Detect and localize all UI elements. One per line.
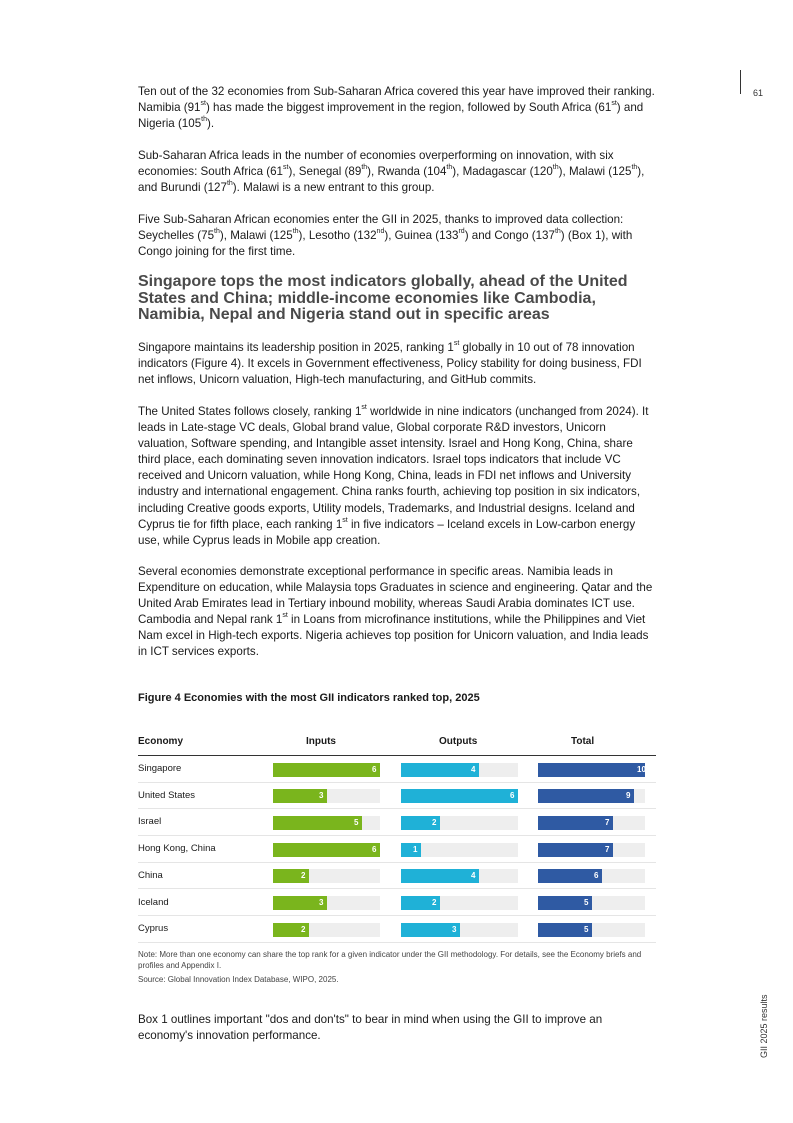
section-heading: Singapore tops the most indicators globally, ahead of the United States and China; middle-income economies like Cambodia, Namibia, Nepal and Nigeria stand out in specific areas — [138, 273, 628, 323]
row-divider — [138, 942, 656, 943]
ordinal-suffix: th — [631, 164, 638, 172]
bar-track-inputs — [273, 763, 380, 777]
ordinal-suffix: rd — [458, 228, 465, 236]
economy-label: United States — [138, 789, 196, 801]
bar-value-label: 2 — [301, 871, 306, 881]
ordinal-suffix: th — [226, 180, 233, 188]
bar-value-label: 6 — [372, 764, 377, 774]
bar-outputs — [401, 843, 421, 857]
bar-total — [538, 763, 645, 777]
running-footer-label: GII 2025 results — [759, 994, 769, 1058]
bar-value-label: 2 — [432, 817, 437, 827]
economy-label: Singapore — [138, 763, 182, 774]
bar-track-inputs — [273, 843, 380, 857]
bar-track-outputs — [401, 869, 518, 883]
bar-track-outputs — [401, 763, 518, 777]
bar-inputs — [273, 816, 362, 830]
table-row — [138, 836, 656, 863]
economy-label: Israel — [138, 816, 162, 828]
bar-value-label: 6 — [594, 871, 599, 881]
bar-value-label: 4 — [471, 764, 476, 774]
ordinal-suffix: th — [201, 116, 207, 124]
table-row — [138, 809, 656, 836]
bar-value-label: 10 — [637, 764, 646, 774]
paragraph-singapore: Singapore maintains its leadership position in 2025, ranking 1st globally in 10 out of 78 innovation indicators (Figure 4). It excels in Government effectiveness, Policy stability for doing business, FDI net inflows, Unicorn valuation, High-tech manufacturing, and GitHub commits. — [138, 340, 642, 387]
table-row — [138, 890, 656, 917]
bar-track-outputs — [401, 789, 518, 803]
column-header-total: Total — [571, 736, 595, 747]
bar-value-label: 7 — [605, 817, 610, 827]
paragraph-ssa-overperformers: Sub-Saharan Africa leads in the number of economies overperforming on innovation, with six economies: South Africa (61st), Senegal (89th), Rwanda (104th), Madagascar (120th), Malawi (125th), and Burundi (127th). Malawi is a new entrant to this group. — [138, 149, 645, 195]
bar-track-inputs — [273, 789, 380, 803]
ordinal-suffix: st — [361, 404, 367, 411]
figure-note: Note: More than one economy can share the top rank for a given indicator under the GII methodology. For details, see the Economy briefs and profiles and Appendix I. — [138, 950, 642, 970]
economy-label: Cyprus — [138, 923, 169, 935]
bar-value-label: 1 — [413, 844, 418, 854]
page-number: 61 — [753, 88, 764, 98]
paragraph-box-1: Box 1 outlines important "dos and don'ts" to bear in mind when using the GII to improve an economy's innovation performance. — [138, 1013, 603, 1043]
bar-track-outputs — [401, 923, 518, 937]
bar-outputs — [401, 789, 518, 803]
column-header-inputs: Inputs — [306, 736, 336, 747]
bar-value-label: 3 — [319, 898, 324, 907]
economy-label: China — [138, 869, 163, 881]
ordinal-suffix: nd — [376, 228, 385, 236]
figure-4-bar-table — [138, 732, 656, 942]
page-marker-rule — [740, 70, 741, 94]
paragraph-specific-areas: Several economies demonstrate exceptional performance in specific areas. Namibia leads in Expenditure on education, while Malaysia tops Graduates in science and engineering. Qatar and the United Arab Emirates lead in Tertiary inbound mobility, whereas Saudi Arabia dominates ICT use. Cambodia and Nepal rank 1st in Loans from microfinance institutions, while the Philippines and Viet Nam excel in High-tech exports. Nigeria achieves top position for Unicorn valuation, and India leads in ICT services exports. — [138, 565, 653, 659]
ordinal-suffix: th — [214, 228, 220, 236]
ordinal-suffix: st — [611, 100, 617, 108]
economy-label: Hong Kong, China — [138, 843, 216, 855]
bar-track-inputs — [273, 869, 380, 883]
ordinal-suffix: st — [283, 164, 289, 172]
bar-value-label: 5 — [584, 924, 589, 934]
bar-total — [538, 843, 613, 857]
paragraph-united-states: The United States follows closely, ranking 1st worldwide in nine indicators (unchanged from 2024). It leads in Late-stage VC deals, Global brand value, Global corporate R&D investors, Unicorn valuation, Software spending, and Intangible asset intensity. Israel and Hong Kong, China, share third place, each dominating seven innovation indicators. Israel tops indicators that include VC received and Unicorn valuation, while Hong Kong, China, leads in FDI net inflows and University industry and international engagement. China ranks fourth, achieving top position in six indicators, including Creative goods exports, Utility models, Trademarks, and Industrial designs. Iceland and Cyprus tie for fifth place, each ranking 1st in five indicators – Iceland excels in Low-carbon energy use, while Cyprus leads in Mobile app creation. — [138, 404, 649, 547]
ordinal-suffix: th — [361, 164, 368, 172]
bar-value-label: 7 — [605, 844, 610, 854]
bar-value-label: 6 — [510, 791, 515, 801]
bar-value-label: 5 — [584, 898, 589, 907]
ordinal-suffix: th — [554, 228, 561, 236]
ordinal-suffix: st — [342, 516, 348, 524]
bar-value-label: 5 — [354, 817, 359, 827]
bar-track-total — [538, 843, 645, 857]
bar-track-total — [538, 816, 645, 830]
ordinal-suffix: st — [200, 100, 206, 108]
ordinal-suffix: st — [453, 340, 460, 347]
bar-track-total — [538, 896, 645, 910]
bar-track-total — [538, 789, 645, 803]
bar-outputs — [401, 763, 479, 777]
bar-track-inputs — [273, 896, 380, 910]
bar-total — [538, 869, 602, 883]
bar-total — [538, 816, 613, 830]
bar-inputs — [273, 843, 380, 857]
bar-value-label: 2 — [432, 898, 437, 907]
ordinal-suffix: st — [282, 612, 288, 620]
bar-track-outputs — [401, 896, 518, 910]
bar-total — [538, 789, 634, 803]
column-header-economy: Economy — [138, 736, 184, 747]
table-row — [138, 756, 656, 783]
column-header-outputs: Outputs — [439, 736, 478, 747]
bar-track-outputs — [401, 843, 518, 857]
bar-track-total — [538, 923, 645, 937]
ordinal-suffix: th — [292, 228, 299, 236]
bar-inputs — [273, 763, 380, 777]
figure-source: Source: Global Innovation Index Database, WIPO, 2025. — [138, 975, 339, 984]
table-row — [138, 916, 656, 943]
bar-track-inputs — [273, 923, 380, 937]
bar-value-label: 3 — [319, 791, 324, 801]
paragraph-ssa-new-entrants: Five Sub-Saharan African economies enter the GII in 2025, thanks to improved data collection: Seychelles (75th), Malawi (125th), Lesotho (132nd), Guinea (133rd) and Congo (137th) (Box 1), with Congo joining for the first time. — [138, 213, 633, 259]
table-row — [138, 783, 656, 810]
bar-track-total — [538, 763, 645, 777]
bar-track-inputs — [273, 816, 380, 830]
bar-value-label: 3 — [452, 924, 457, 934]
ordinal-suffix: th — [446, 164, 453, 172]
figure-title: Figure 4 Economies with the most GII indicators ranked top, 2025 — [138, 692, 480, 704]
economy-label: Iceland — [138, 896, 169, 908]
bar-value-label: 9 — [626, 791, 631, 801]
bar-value-label: 6 — [372, 844, 377, 854]
table-row — [138, 863, 656, 890]
bar-value-label: 4 — [471, 871, 476, 881]
ordinal-suffix: th — [552, 164, 559, 172]
bar-outputs — [401, 869, 479, 883]
bar-track-total — [538, 869, 645, 883]
paragraph-ssa-improvement: Ten out of the 32 economies from Sub-Saharan Africa covered this year have improved their ranking. Namibia (91st) has made the biggest improvement in the region, followed by South Africa (61st) and Nigeria (105th). — [138, 85, 655, 131]
bar-track-outputs — [401, 816, 518, 830]
bar-value-label: 2 — [301, 924, 306, 934]
